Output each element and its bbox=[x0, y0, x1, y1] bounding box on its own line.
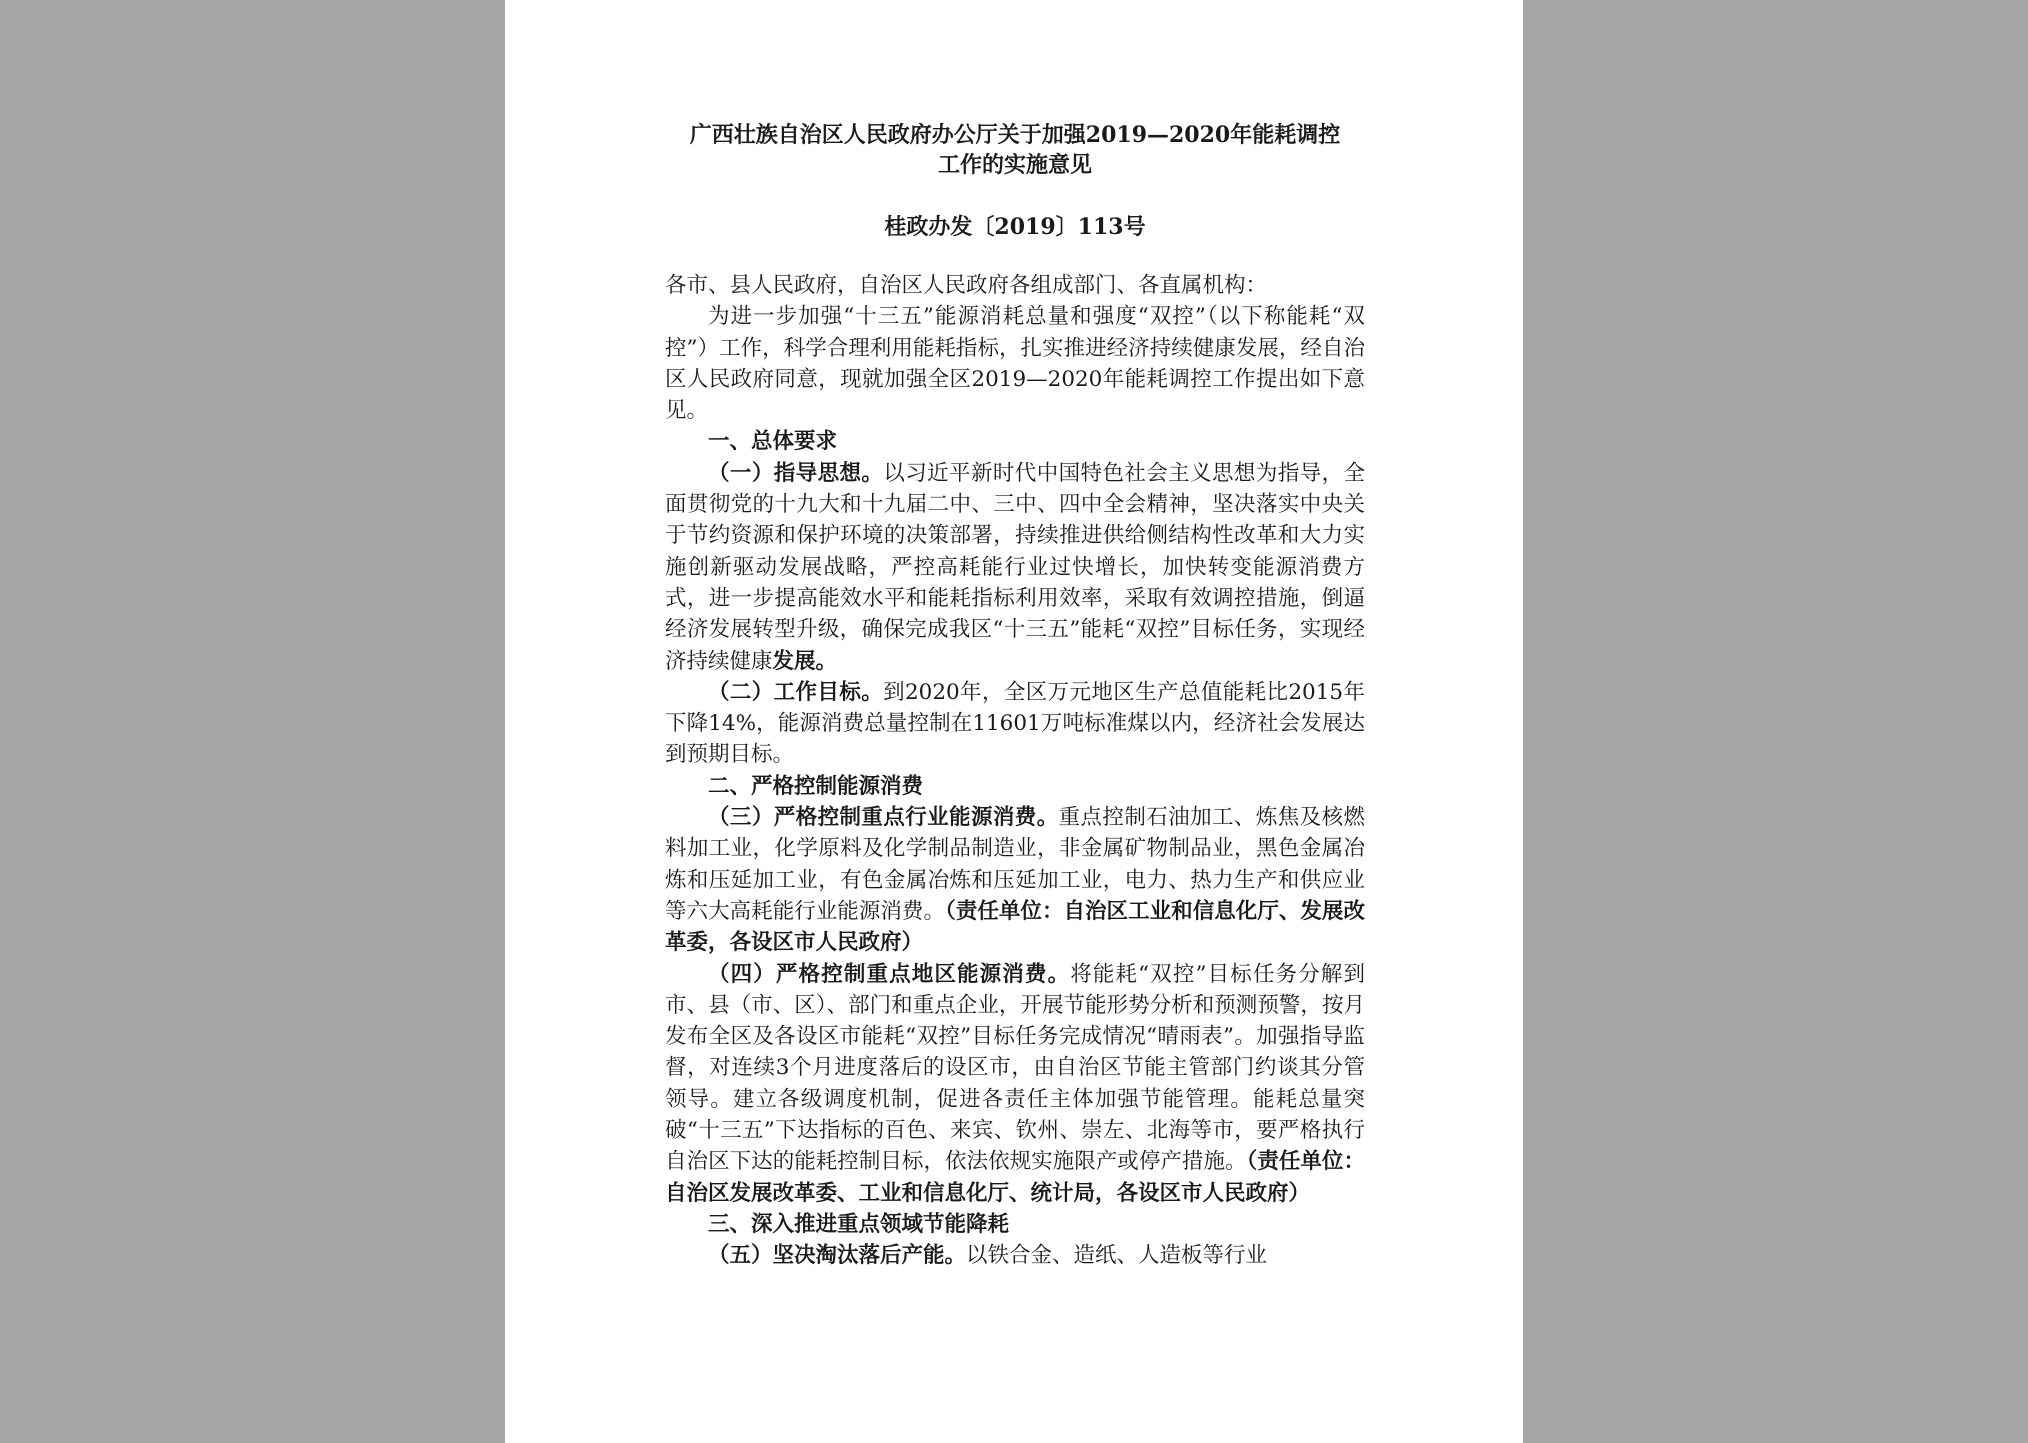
paragraph-guiding-thought bbox=[665, 458, 1365, 677]
paragraph-key-industries bbox=[665, 802, 1365, 958]
paragraph-text: 将能耗“双控”目标任务分解到市、县（市、区）、部门和重点企业，开展节能形势分析和预测预警，按月发布全区及各设区市能耗“双控”目标任务完成情况“晴雨表”。加强指导监督，对连续3个月进度落后的设区市，由自治区节能主管部门约谈其分管领导。建立各级调度机制，促进各责任主体加强节能管理。能耗总量突破“十三五”下达指标的百色、来宾、钦州、崇左、北海等市，要严格执行自治区下达的能耗控制目标，依法依规实施限产或停产措施。 bbox=[665, 961, 1365, 1175]
paragraph-lead: （五）坚决淘汰落后产能。 bbox=[708, 1243, 967, 1269]
section-heading-3: 三、深入推进重点领域节能降耗 bbox=[708, 1211, 1010, 1237]
responsible-units: （责任单位：自治区发展改革委、工业和信息化厅、统计局，各设区市人民政府） bbox=[665, 1149, 1365, 1206]
section-heading-1: 一、总体要求 bbox=[708, 429, 838, 455]
paragraph-text: 到2020年，全区万元地区生产总值能耗比2015年下降14%，能源消费总量控制在11601万吨标准煤以内，经济社会发展达到预期目标。 bbox=[665, 679, 1365, 768]
paragraph-work-target bbox=[665, 677, 1365, 771]
section-heading-2: 二、严格控制能源消费 bbox=[708, 773, 924, 799]
paragraph-key-regions bbox=[665, 959, 1365, 1209]
document-number: 桂政办发〔2019〕113号 bbox=[884, 214, 1146, 240]
paragraph-text: 重点控制石油加工、炼焦及核燃料加工业，化学原料及化学制品制造业，非金属矿物制品业，黑色金属冶炼和压延加工业，有色金属冶炼和压延加工业，电力、热力生产和供应业等六大高耗能行业能源消费。 bbox=[665, 805, 1365, 924]
title-line-2: 工作的实施意见 bbox=[937, 152, 1092, 178]
paragraph-text: 以习近平新时代中国特色社会主义思想为指导，全面贯彻党的十九大和十九届二中、三中、四中全会精神，坚决落实中央关于节约资源和保护环境的决策部署，持续推进供给侧结构性改革和大力实施创新驱动发展战略，严控高耗能行业过快增长，加快转变能源消费方式，进一步提高能效水平和能耗指标利用效率，采取有效调控措施，倒逼经济发展转型升级，确保完成我区“十三五”能耗“双控”目标任务，实现经济持续健康 bbox=[665, 460, 1365, 674]
intro-paragraph: 为进一步加强“十三五”能源消耗总量和强度“双控”（以下称能耗“双控”）工作，科学合理利用能耗指标，扎实推进经济持续健康发展，经自治区人民政府同意，现就加强全区2019—2020年能耗调控工作提出如下意见。 bbox=[665, 304, 1365, 424]
paragraph-eliminate-capacity bbox=[665, 1240, 1365, 1271]
document-title bbox=[665, 120, 1365, 180]
paragraph-lead: （四）严格控制重点地区能源消费。 bbox=[708, 961, 1071, 987]
paragraph-lead: （三）严格控制重点行业能源消费。 bbox=[708, 805, 1059, 831]
document-page bbox=[505, 0, 1523, 1443]
document-body bbox=[665, 270, 1365, 1272]
salutation: 各市、县人民政府，自治区人民政府各组成部门、各直属机构： bbox=[665, 273, 1268, 298]
title-line-1: 广西壮族自治区人民政府办公厅关于加强2019—2020年能耗调控 bbox=[689, 122, 1341, 148]
paragraph-lead: （二）工作目标。 bbox=[708, 679, 884, 705]
paragraph-text: 以铁合金、造纸、人造板等行业 bbox=[966, 1243, 1268, 1269]
responsible-units: （责任单位：自治区工业和信息化厅、发展改革委，各设区市人民政府） bbox=[665, 898, 1365, 956]
paragraph-bold-end: 发展。 bbox=[772, 648, 838, 674]
paragraph-lead: （一）指导思想。 bbox=[708, 460, 884, 486]
document-content bbox=[665, 120, 1365, 1272]
